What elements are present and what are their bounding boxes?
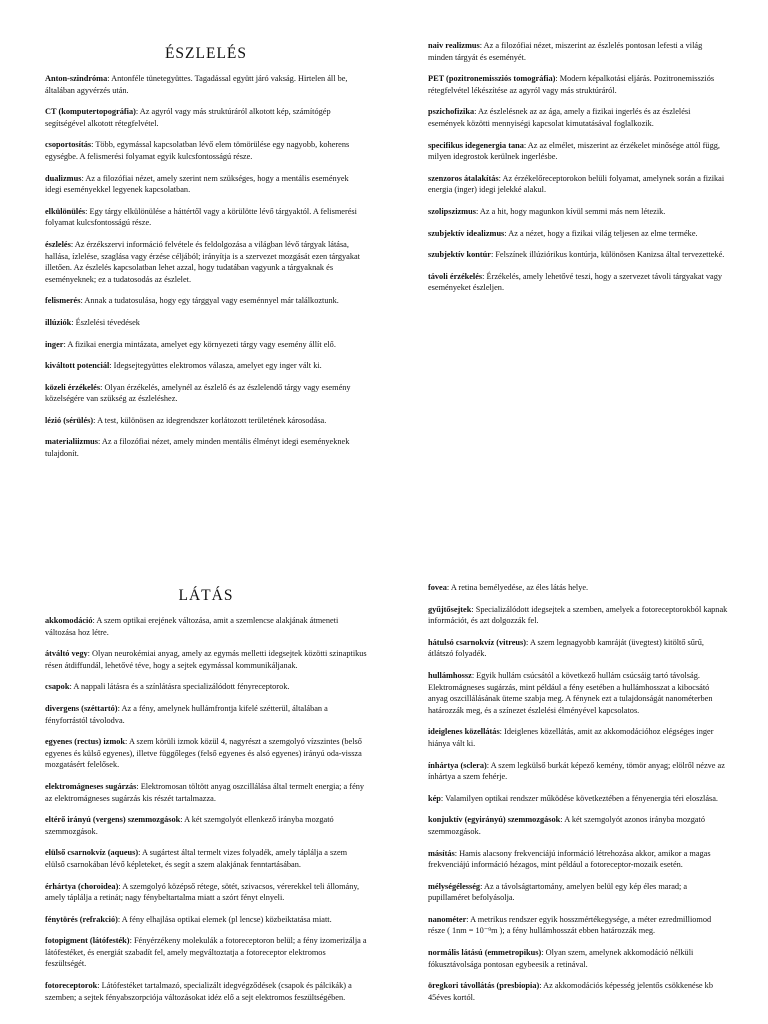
- glossary-entry: [428, 140, 728, 163]
- glossary-definition: : Felszínek illúziórikus kontúrja, különösen Kanizsa által tervezetteké.: [490, 250, 725, 260]
- glossary-entry: [45, 106, 367, 129]
- glossary-entry: [45, 703, 367, 726]
- glossary-entry: [45, 239, 367, 285]
- glossary-entry: [45, 847, 367, 870]
- glossary-definition: : Az a filozófiai nézet, miszerint az észlelés pontosan lefesti a világ minden tárgyát és eseményét.: [428, 41, 703, 62]
- glossary-definition: : Olyan érzékelés, amelynél az észlelő és az észlelendő tárgy vagy esemény közelségére van szükség az észleléshez.: [45, 382, 351, 404]
- glossary-entry: [45, 814, 367, 837]
- glossary-term: szolipszizmus: [428, 206, 476, 216]
- glossary-entry: [45, 317, 367, 329]
- glossary-term: CT (komputertopográfia): [45, 107, 136, 117]
- glossary-definition: : A fény elhajlása optikai elemek (pl lencse) közbeiktatása miatt.: [117, 914, 332, 924]
- glossary-definition: : A szem legkülső burkát képező kemény, tömör anyag; elölről nézve az ínhártya a szem fehérje.: [428, 760, 725, 782]
- glossary-definition: : A két szemgolyót ellenkező irányba mozgató szemmozgások.: [45, 815, 334, 836]
- glossary-definition: : A sugártest által termelt vizes folyadék, amely táplálja a szem elülső csarnokában lévő képleteket, és segít a szem alakjának fenntartásában.: [45, 848, 348, 869]
- glossary-term: materialiizmus: [45, 437, 98, 447]
- glossary-entry: [428, 760, 728, 783]
- glossary-definition: : Az érzékelőreceptorokon belüli folyamat, amelynek során a fizikai energia (inger) idegi jelekké alakul.: [428, 173, 725, 195]
- glossary-term: specifikus idegenergia tana: [428, 140, 524, 150]
- glossary-entry: [45, 295, 367, 307]
- glossary-entry: [428, 881, 728, 904]
- glossary-term: csoportosítás: [45, 140, 92, 150]
- glossary-term: normális látású (emmetropikus): [428, 948, 542, 958]
- glossary-entry: [45, 139, 367, 162]
- glossary-term: kiváltott potenciál: [45, 361, 110, 371]
- glossary-entry: [45, 935, 367, 970]
- glossary-entry: [45, 73, 367, 96]
- glossary-term: fotoreceptorok: [45, 981, 98, 991]
- glossary-definition: : A retina bemélyedése, az éles látás helye.: [446, 583, 589, 592]
- glossary-definition: : Az a fény, amelynek hullámfrontja kifelé szétterül, általában a fényforrástól távolodva.: [45, 703, 328, 725]
- glossary-term: divergens (széttartó): [45, 703, 118, 713]
- glossary-entry: [428, 271, 728, 294]
- glossary-term: nanométer: [428, 914, 467, 924]
- glossary-definition: : Valamilyen optikai rendszer működése következtében a fényenergia téri eloszlása.: [440, 793, 718, 803]
- glossary-definition: : Látófestéket tartalmazó, specializált idegvégződések (csapok és pálcikák) a szemben; a sejtek fényabszorpciója változásokat idéz elő a sejt elektromos feszültségében.: [45, 981, 352, 1002]
- glossary-entry: [428, 637, 728, 660]
- glossary-entry: [45, 980, 367, 1003]
- glossary-definition: : Az akkomodációs képesség jelentős csökkenése kb 45éves kortól.: [428, 981, 713, 1002]
- glossary-term: fotopigment (látófesték): [45, 936, 130, 946]
- glossary-entry: [45, 736, 367, 771]
- glossary-term: Anton-szindróma: [45, 74, 108, 83]
- glossary-term: naiv realizmus: [428, 41, 480, 50]
- glossary-definition: : Antonféle tünetegyüttes. Tagadással együtt járó vakság. Hirtelen áll be, általában agyvérzés után.: [45, 74, 348, 95]
- glossary-entry: [428, 814, 728, 837]
- glossary-term: elkülönülés: [45, 206, 86, 216]
- glossary-definition: : Észlelési tévedések: [71, 317, 140, 327]
- section-title: ÉSZLELÉS: [164, 45, 248, 62]
- glossary-entry: [428, 980, 728, 1003]
- glossary-entry: [428, 604, 728, 627]
- glossary-definition: : A metrikus rendszer egyik hosszmértékegysége, a méter ezredmilliomod része ( 1nm = 10⁻⁹m ); a fény hullámhosszát ebben határozzák meg.: [428, 914, 712, 936]
- glossary-entry: [428, 73, 728, 96]
- glossary-definition: : Specializálódott idegsejtek a szemben, amelyek a fotoreceptorokból kapnak információt, és azt dolgozzák fel.: [428, 604, 728, 626]
- glossary-entry: [45, 914, 367, 926]
- glossary-definition: : A fizikai energia mintázata, amelyet egy környezeti tárgy vagy esemény állít elő.: [63, 339, 336, 349]
- glossary-entry: [428, 173, 728, 196]
- glossary-term: PET (pozitronemissziós tomográfia): [428, 74, 556, 84]
- glossary-definition: : Több, egymással kapcsolatban lévő elem tömörülése egy nagyobb, koherens egységbe. A felismerési folyamat egyik kulcsfontosságú része.: [45, 140, 350, 161]
- glossary-entry: [45, 339, 367, 351]
- glossary-term: konjuktív (egyirányú) szemmozgások: [428, 815, 561, 825]
- glossary-term: elektromágneses sugárzás: [45, 781, 137, 791]
- glossary-term: felismerés: [45, 296, 81, 306]
- glossary-definition: : Az a távolságtartomány, amelyen belül egy kép éles marad; a pupillaméret befolyásolja.: [428, 881, 688, 903]
- glossary-entry: [45, 436, 367, 459]
- glossary-term: gyűjtősejtek: [428, 604, 472, 614]
- glossary-term: mélységélesség: [428, 881, 481, 891]
- glossary-definition: : Modern képalkotási eljárás. Pozitronemissziós rétegfelvétel lékészítése az agyról vagy más struktúráról.: [428, 74, 715, 95]
- glossary-entry: [45, 881, 367, 904]
- glossary-term: észlelés: [45, 239, 71, 249]
- glossary-entry: [428, 793, 728, 805]
- glossary-definition: : Olyan neurokémiai anyag, amely az egymás melletti idegsejtek közötti szinaptikus résen átdiffundál, lehetővé téve, hogy a sejtek egymással kommunikáljanak.: [45, 649, 367, 670]
- glossary-term: illúziók: [45, 317, 72, 327]
- left-column: [45, 582, 367, 1013]
- glossary-entry: [428, 40, 728, 63]
- glossary-entry: [45, 415, 367, 427]
- glossary-definition: : A szem optikai erejének változása, amit a szemlencse alakjának átmeneti változása hoz létre.: [45, 616, 339, 637]
- glossary-definition: : Hamis alacsony frekvenciájú információ létrehozása akkor, amikor a magas frekvenciájú információ hézagos, mint például a fotoreceptor-mozaik esetén.: [428, 848, 711, 870]
- glossary-term: fénytörés (refrakció): [45, 914, 118, 924]
- glossary-entry: [45, 360, 367, 372]
- glossary-entry: [428, 848, 728, 871]
- right-column: [428, 582, 728, 1013]
- glossary-entry: [428, 206, 728, 218]
- glossary-entry: [428, 726, 728, 749]
- glossary-entry: [45, 615, 367, 638]
- left-column: [45, 40, 367, 470]
- glossary-entry: [428, 947, 728, 970]
- glossary-entry: [45, 781, 367, 804]
- glossary-entry: [45, 648, 367, 671]
- glossary-definition: : A test, különösen az idegrendszer korlátozott területének károsodása.: [93, 415, 327, 425]
- glossary-term: érhártya (choroidea): [45, 881, 119, 891]
- glossary-definition: : A két szemgolyót azonos irányba mozgató szemmozgások.: [428, 815, 705, 836]
- glossary-term: másítás: [428, 848, 455, 858]
- glossary-term: inger: [45, 339, 64, 349]
- right-column: [428, 40, 728, 304]
- glossary-term: ideiglenes közellátás: [428, 727, 500, 737]
- glossary-definition: : Az észlelésnek az az ága, amely a fizikai ingerlés és az észlelési események közötti mennyiségi kapcsolat kimutatásával foglalkozik.: [428, 107, 691, 128]
- glossary-definition: : Olyan szem, amelynek akkomodáció nélküli fókusztávolsága pontosan egybeesik a retinával.: [428, 948, 694, 969]
- glossary-term: átváltó vegy: [45, 649, 88, 659]
- glossary-term: eltérő irányú (vergens) szemmozgások: [45, 815, 181, 825]
- glossary-entry: [428, 670, 728, 716]
- glossary-entry: [45, 173, 367, 196]
- section-eszleles: [0, 40, 768, 560]
- section-latas: [0, 582, 768, 1024]
- glossary-definition: : Az a filozófiai nézet, amely minden mentális élményt idegi eseményeknek tulajdonít.: [45, 437, 350, 459]
- section-title: LÁTÁS: [178, 587, 234, 604]
- glossary-entry: [428, 249, 728, 261]
- glossary-term: hullámhossz: [428, 670, 472, 680]
- glossary-term: dualizmus: [45, 173, 82, 183]
- glossary-entry: [428, 228, 728, 240]
- glossary-term: csapok: [45, 682, 70, 692]
- glossary-term: akkomodáció: [45, 616, 93, 625]
- glossary-term: közeli érzékelés: [45, 382, 101, 392]
- glossary-definition: : Egyik hullám csúcsától a következő hullám csúcsáig tartó távolság. Elektromágneses sugárzás, mint például a fény esetében a hullámhosszat a kibocsátó anyag oszcillálásának üteme szabja meg. A fénynek ezt a tulajdonságát nanométerben határozzák meg, és a színezet észlelési élményével kapcsolatos.: [428, 670, 713, 715]
- glossary-term: szubjektív idealizmus: [428, 228, 505, 238]
- glossary-definition: : Az az elmélet, miszerint az érzékelet minősége attól függ, milyen idegrostok kerülnek ingerlésbe.: [428, 140, 720, 162]
- glossary-entry: [428, 582, 728, 594]
- glossary-term: pszichofizika: [428, 107, 475, 117]
- glossary-entry: [45, 206, 367, 229]
- glossary-definition: : Az a nézet, hogy a fizikai világ teljesen az elme terméke.: [504, 228, 698, 238]
- glossary-term: öregkori távollátás (presbiopia): [428, 981, 540, 991]
- glossary-entry: [428, 914, 728, 937]
- glossary-definition: : Elektromosan töltött anyag oszcillálása által termelt energia; a fény az elektromágneses sugárzás kis részét tartalmazza.: [45, 781, 365, 803]
- glossary-definition: : Fényérzékeny molekulák a fotoreceptoron belül; a fény izomerizálja a látófestéket, és energiát szabadít fel, amely megváltoztatja a fotoreceptor elektromos feszültségét.: [45, 936, 367, 969]
- glossary-definition: : A szemgolyó középső rétege, sötét, szivacsos, vérerekkel teli állomány, amely táplálja a retinát; nagy fénybeltartalma miatt a szórt fényt elnyeli.: [45, 881, 360, 903]
- glossary-definition: : Idegsejtegyüttes elektromos válasza, amelyet egy inger vált ki.: [109, 361, 322, 371]
- glossary-definition: : Egy tárgy elkülönülése a háttértől vagy a körülötte lévő tárgyaktól. A felismerési folyamat kulcsfontosságú része.: [45, 206, 357, 228]
- glossary-definition: : Ideiglenes közellátás, amit az akkomodációhoz elégséges inger hiánya vált ki.: [428, 727, 714, 748]
- glossary-term: lézió (sérülés): [45, 415, 94, 425]
- glossary-definition: : Annak a tudatosulása, hogy egy tárggyal vagy eseménnyel már találkoztunk.: [80, 296, 339, 306]
- glossary-definition: : Érzékelés, amely lehetővé teszi, hogy a szervezet távoli tárgyakat vagy eseményeket észleljen.: [428, 271, 723, 293]
- glossary-term: távoli érzékelés: [428, 271, 483, 281]
- glossary-term: szubjektív kontúr: [428, 250, 491, 260]
- glossary-definition: : A szem legnagyobb kamráját (üvegtest) kitöltő sűrű, átlátszó folyadék.: [428, 637, 704, 659]
- glossary-entry: [428, 106, 728, 129]
- glossary-definition: : Az érzékszervi információ felvétele és feldolgozása a világban lévő tárgyak látása, hallása, ízlelése, szaglása vagy érzése céljából; irányítja is a szervezet mozgását ezen tárgyakat illetően. Az észlelés kapcsolatban lehet azzal, hogy tudatában vagyunk a tárgyaknak és eseményeknek; ez a tudatosodás az észlelet.: [45, 239, 360, 284]
- glossary-definition: : Az agyról vagy más struktúráról alkotott kép, számítógép segítségével alkotott rétegfelvétel.: [45, 107, 331, 128]
- glossary-entry: [45, 681, 367, 693]
- glossary-definition: : A szem körüli izmok közül 4, nagyrészt a szemgolyó vízszintes (belső egyenes és külső egyenes), illetve függőleges (felső egyenes és alsó egyenes) irányú oda-vissza mozgatásért felelősek.: [45, 737, 362, 770]
- glossary-definition: : Az a hit, hogy magunkon kívül semmi más nem létezik.: [475, 206, 666, 216]
- glossary-definition: : A nappali látásra és a színlátásra specializálódott fényreceptorok.: [69, 682, 290, 692]
- glossary-term: fovea: [428, 583, 447, 592]
- glossary-term: ínhártya (sclera): [428, 760, 487, 770]
- glossary-term: hátulsó csarnokvíz (vitreus): [428, 637, 527, 647]
- glossary-term: szenzoros átalakítás: [428, 173, 499, 183]
- glossary-term: egyenes (rectus) izmok: [45, 737, 126, 747]
- glossary-entry: [45, 382, 367, 405]
- glossary-term: kép: [428, 793, 441, 803]
- glossary-term: elülső csarnokvíz (aqueus): [45, 848, 139, 858]
- glossary-definition: : Az a filozófiai nézet, amely szerint nem szükséges, hogy a mentális események idegi eseményekkel legyenek kapcsolatban.: [45, 173, 349, 195]
